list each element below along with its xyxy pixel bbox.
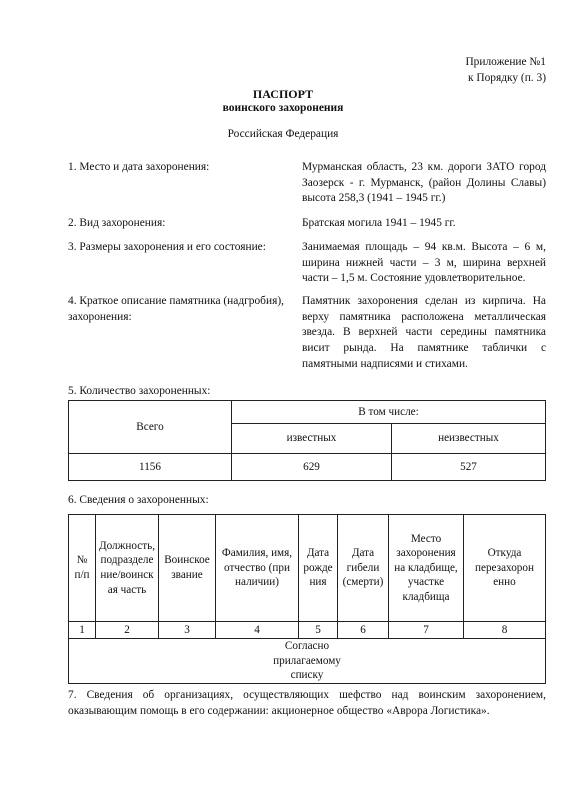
header-full-name: Фамилия, имя, отчество (при наличии) <box>216 515 299 622</box>
document-subtitle: воинского захоронения <box>222 102 344 114</box>
document-title: ПАСПОРТ <box>252 87 314 101</box>
field-label-dimensions: 3. Размеры захоронения и его состояние: <box>68 241 266 253</box>
total-count: 1156 <box>69 454 232 481</box>
header-birth-date: Дата рожде ния <box>299 515 338 622</box>
column-number-7: 7 <box>389 622 464 639</box>
column-number-2: 2 <box>96 622 159 639</box>
header-reburied-from: Откуда перезахорон енно <box>464 515 546 622</box>
attached-list-row <box>69 639 546 684</box>
field-label-monument: 4. Краткое описание памятника (надгробия), захоронения: <box>68 295 284 323</box>
unknown-count: 527 <box>392 454 546 481</box>
country: Российская Федерация <box>227 128 339 140</box>
field-value-burial-type: Братская могила 1941 – 1945 гг. <box>302 217 456 229</box>
header-position-unit: Должность, подразделе ние/воинск ая часть <box>96 515 159 622</box>
column-number-5: 5 <box>299 622 338 639</box>
field-label-place-date: 1. Место и дата захоронения: <box>68 161 210 173</box>
attached-list-note: Согласно прилагаемому списку <box>273 640 341 682</box>
buried-info-table <box>68 514 546 684</box>
header-number: № п/п <box>69 515 96 622</box>
header-burial-place: Место захоронения на кладбище, участке кладбища <box>389 515 464 622</box>
burial-count-table <box>68 400 546 481</box>
col-unknown-header: неизвестных <box>392 424 546 454</box>
section-5-heading: 5. Количество захороненных: <box>68 385 211 397</box>
column-number-1: 1 <box>69 622 96 639</box>
field-value-dimensions: Занимаемая площадь – 94 кв.м. Высота – 6 м, ширина нижней части – 3 м, ширина верхней части – 1,5 м. Состояние удовлетворительное. <box>302 241 546 285</box>
field-label-burial-type: 2. Вид захоронения: <box>68 217 166 229</box>
column-number-3: 3 <box>159 622 216 639</box>
column-number-8: 8 <box>464 622 546 639</box>
header-death-date: Дата гибели (смерти) <box>338 515 389 622</box>
field-value-place-date: Мурманская область, 23 км. дороги ЗАТО город Заозерск - г. Мурманск, (район Долины Славы) высота 258,3 (1941 – 1945 гг.) <box>302 161 546 205</box>
appendix-line-1: Приложение №1 <box>465 56 546 68</box>
appendix-note <box>380 55 546 86</box>
section-7-patronage: 7. Сведения об организациях, осуществляющих шефство над воинским захоронением, оказывающим помощь в его содержании: акционерное общество «Аврора Логистика». <box>68 689 546 717</box>
col-including-header: В том числе: <box>232 401 546 424</box>
col-known-header: известных <box>232 424 392 454</box>
known-count: 629 <box>232 454 392 481</box>
appendix-line-2: к Порядку (п. 3) <box>467 71 546 84</box>
field-value-monument: Памятник захоронения сделан из кирпича. На верху памятника расположена металлическая звезда. В верхней части середины памятника висит рында. На памятнике таблички с памятными надписями и стихами. <box>302 295 546 370</box>
section-6-heading: 6. Сведения о захороненных: <box>68 494 209 506</box>
header-rank: Воинское звание <box>159 515 216 622</box>
column-number-6: 6 <box>338 622 389 639</box>
column-number-4: 4 <box>216 622 299 639</box>
col-total-header: Всего <box>69 401 232 454</box>
